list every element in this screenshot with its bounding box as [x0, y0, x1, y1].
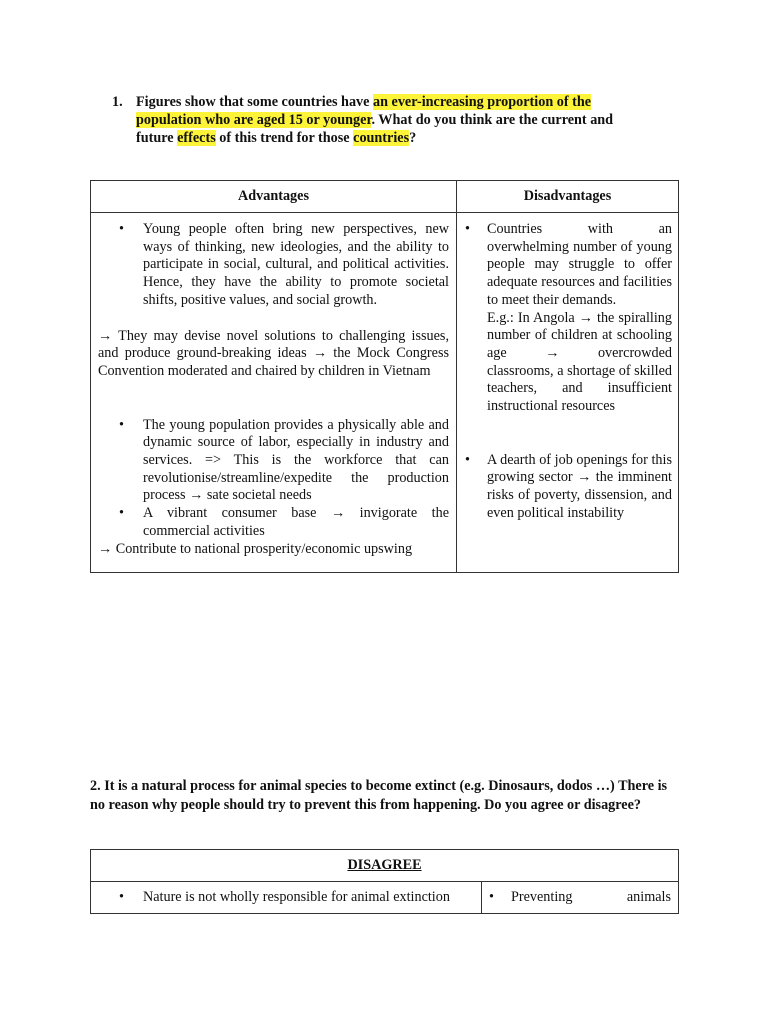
question-1-part-4: ? [409, 130, 417, 146]
disagree-right-word-2: animals [626, 888, 671, 905]
disadvantages-header: Disadvantages [457, 181, 679, 213]
disagree-right-cell [482, 882, 679, 914]
advantages-disadvantages-table [90, 180, 679, 573]
advantage-arrow-1: → They may devise novel solutions to challenging issues, and produce ground-breaking ideas → the Mock Congress Convention moderated and chaired by children in Vietnam [98, 327, 449, 379]
question-1-number: 1. [112, 94, 123, 110]
disagree-header: DISAGREE [91, 850, 679, 882]
advantage-arrow-2: → Contribute to national prosperity/economic upswing [98, 540, 413, 557]
table-header-row [91, 181, 679, 213]
disagree-left-bullet: • Nature is not wholly responsible for animal extinction [98, 889, 474, 907]
disagree-body-row [91, 882, 679, 914]
table-body-row [91, 213, 679, 573]
question-1-part-1: Figures show that some countries have [136, 94, 373, 110]
disadvantages-cell [457, 213, 679, 573]
disadvantage-example: E.g.: In Angola → the spiralling number of children at schooling age → overcrowded classrooms, a shortage of skilled teachers, and insufficient instructional resources [487, 309, 672, 415]
question-1-part-2: . What do you think are the current and future [136, 112, 614, 146]
disadvantage-bullet-2: • A dearth of job openings for this growing sector → the imminent risks of poverty, dissension, and even political instability [465, 452, 672, 523]
disagree-header-row [91, 850, 679, 882]
question-1-part-3: of this trend for those [215, 130, 354, 146]
disadvantage-bullet-1-text: • Countries with an overwhelming number of young people may struggle to offer adequate resources and facilities to meet their demands. [487, 221, 672, 308]
question-1-highlight-2: effects [177, 130, 216, 146]
disagree-right-word-1: • Preventing [511, 888, 573, 905]
advantages-cell [91, 213, 457, 573]
question-1-highlight-1: an ever-increasing proportion of the population who are aged 15 or younger [136, 94, 592, 128]
disagree-right-bullet [489, 889, 671, 907]
advantage-bullet-2: • The young population provides a physically able and dynamic source of labor, especially in industry and services. => This is the workforce that can revolutionise/streamline/expedite the production process → sate societal needs [98, 417, 449, 506]
question-1 [112, 93, 632, 147]
advantage-bullet-3: • A vibrant consumer base → invigorate the commercial activities [98, 505, 449, 540]
disagree-left-cell [91, 882, 482, 914]
advantages-header: Advantages [91, 181, 457, 213]
disagree-table [90, 849, 679, 914]
question-2: 2. It is a natural process for animal species to become extinct (e.g. Dinosaurs, dodos …) There is no reason why people should try to prevent this from happening. Do you agree or disagree? [90, 778, 668, 813]
advantage-bullet-1: • Young people often bring new perspectives, new ways of thinking, new ideologies, and the ability to participate in social, cultural, and political activities. Hence, they have the ability to promote societal shifts, positive values, and social growth. [98, 221, 449, 310]
question-1-text [136, 93, 632, 147]
question-1-highlight-3: countries [353, 130, 410, 146]
disadvantage-bullet-1 [465, 221, 672, 416]
